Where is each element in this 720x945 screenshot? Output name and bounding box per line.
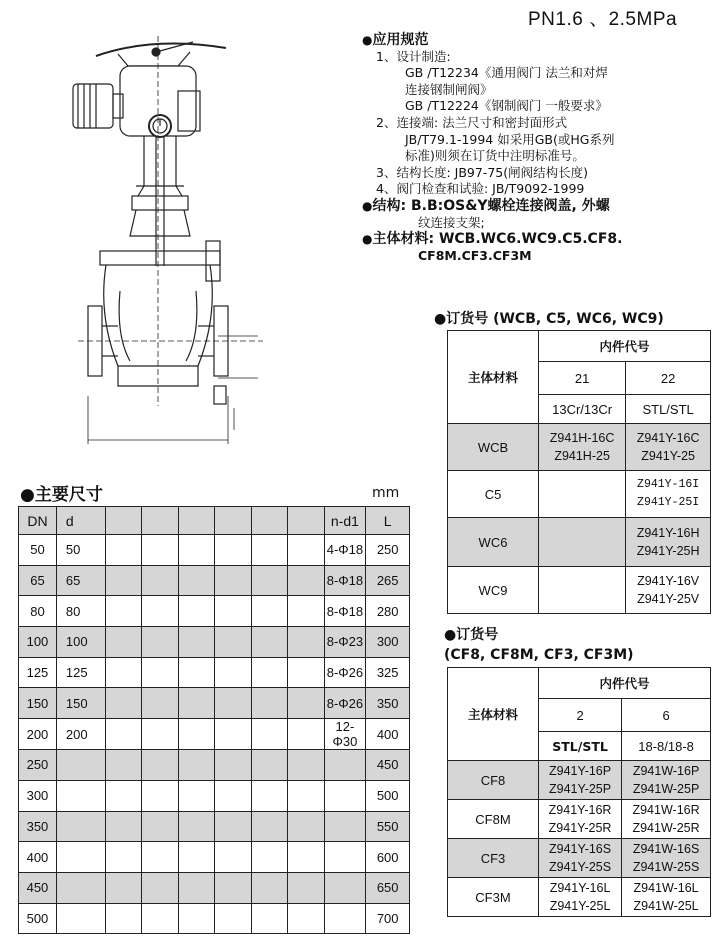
dims-cell-empty <box>178 842 214 873</box>
table-row <box>19 596 410 627</box>
order1-material: WC6 <box>448 518 539 567</box>
bullet-icon: ● <box>362 232 373 247</box>
dims-cell-empty <box>288 719 324 750</box>
material-text: 主体材料: WCB.WC6.WC9.C5.CF8. <box>372 231 623 248</box>
dims-cell-empty <box>105 872 141 903</box>
dims-header-l: L <box>366 507 410 535</box>
spec-section-title: 应用规范 <box>372 32 429 48</box>
dims-cell-empty <box>251 903 287 934</box>
dims-cell-empty <box>178 627 214 658</box>
dims-cell-empty <box>251 688 287 719</box>
table-row <box>19 811 410 842</box>
order1-code-cell: Z941Y-16V Z941Y-25V <box>626 567 711 614</box>
dims-cell-nd1 <box>324 750 366 781</box>
order2-trim-header: 内件代号 <box>539 668 711 699</box>
dims-cell-empty <box>215 780 251 811</box>
order2-material: CF8M <box>448 800 539 839</box>
dims-cell-dn: 200 <box>19 719 57 750</box>
order2-code-cell: Z941W-16R Z941W-25R <box>622 800 711 839</box>
spec-item1-std2: GB /T12224《钢制阀门 一般要求》 <box>405 98 608 114</box>
dims-cell-d <box>56 903 105 934</box>
dims-cell-d <box>56 780 105 811</box>
dims-cell-empty <box>288 627 324 658</box>
dims-cell-empty <box>215 750 251 781</box>
dims-cell-l: 400 <box>366 719 410 750</box>
dims-cell-empty <box>215 627 251 658</box>
dims-header-empty <box>105 507 141 535</box>
dims-header-empty <box>288 507 324 535</box>
dims-cell-empty <box>142 627 178 658</box>
order2-code-cell: Z941W-16S Z941W-25S <box>622 839 711 878</box>
dims-cell-empty <box>105 903 141 934</box>
dims-cell-empty <box>251 565 287 596</box>
dims-cell-l: 600 <box>366 842 410 873</box>
structure-text: 结构: B.B:OS&Y螺栓连接阀盖, 外螺 <box>372 197 610 214</box>
dims-cell-empty <box>105 811 141 842</box>
order2-material: CF3M <box>448 878 539 917</box>
spec-item2-line2: JB/T79.1-1994 如采用GB(或HG系列 <box>405 131 615 147</box>
dims-cell-empty <box>178 780 214 811</box>
dims-header-empty <box>178 507 214 535</box>
dims-cell-empty <box>288 780 324 811</box>
dims-cell-empty <box>288 872 324 903</box>
order1-trim-desc: 13Cr/13Cr <box>539 395 626 424</box>
dims-cell-empty <box>288 903 324 934</box>
dims-cell-empty <box>178 596 214 627</box>
order1-title: ●订货号 (WCB, C5, WC6, WC9) <box>434 311 664 327</box>
dims-cell-empty <box>105 535 141 566</box>
dims-cell-empty <box>105 688 141 719</box>
dims-table <box>18 506 410 934</box>
dims-cell-dn: 400 <box>19 842 57 873</box>
order1-code-cell <box>539 567 626 614</box>
structure-text-line2: 纹连接支架; <box>418 214 485 230</box>
dims-cell-empty <box>142 535 178 566</box>
spec-item1-std1: GB /T12234《通用阀门 法兰和对焊 <box>405 65 608 81</box>
dims-cell-d: 65 <box>56 565 105 596</box>
dims-cell-empty <box>251 535 287 566</box>
pressure-rating: PN1.6 、2.5MPa <box>528 9 678 30</box>
order2-code-cell: Z941W-16P Z941W-25P <box>622 761 711 800</box>
dims-cell-empty <box>251 842 287 873</box>
dims-cell-empty <box>215 842 251 873</box>
spec-item3: 3、结构长度: JB97-75(闸阀结构长度) <box>376 164 588 180</box>
dims-cell-empty <box>105 565 141 596</box>
dims-cell-empty <box>142 903 178 934</box>
table-row <box>19 719 410 750</box>
dims-cell-empty <box>142 657 178 688</box>
dims-cell-d: 150 <box>56 688 105 719</box>
order1-trim-code: 22 <box>626 362 711 395</box>
dims-header-dn: DN <box>19 507 57 535</box>
dims-cell-empty <box>251 811 287 842</box>
order2-code-cell: Z941W-16L Z941W-25L <box>622 878 711 917</box>
dims-cell-l: 250 <box>366 535 410 566</box>
order1-code-cell <box>539 518 626 567</box>
dims-cell-empty <box>251 627 287 658</box>
dims-unit: mm <box>372 485 400 501</box>
dims-header-row <box>19 507 410 535</box>
order2-material-header: 主体材料 <box>448 668 539 761</box>
dims-cell-l: 265 <box>366 565 410 596</box>
dims-cell-empty <box>215 535 251 566</box>
dims-cell-dn: 125 <box>19 657 57 688</box>
dims-cell-d: 100 <box>56 627 105 658</box>
dims-cell-d <box>56 872 105 903</box>
table-row <box>19 688 410 719</box>
order2-trim-code: 2 <box>539 699 622 732</box>
bullet-icon: ● <box>434 311 447 327</box>
table-row <box>19 842 410 873</box>
dims-cell-nd1: 8-Φ26 <box>324 657 366 688</box>
dims-cell-empty <box>105 627 141 658</box>
order1-code-cell: Z941Y-16C Z941Y-25 <box>626 424 711 471</box>
dims-cell-empty <box>178 872 214 903</box>
gate-valve-drawing <box>58 36 298 446</box>
dims-cell-empty <box>142 872 178 903</box>
dims-cell-empty <box>105 657 141 688</box>
dims-cell-nd1 <box>324 842 366 873</box>
dims-cell-l: 700 <box>366 903 410 934</box>
table-row <box>19 872 410 903</box>
bullet-icon: ● <box>362 198 373 213</box>
dims-cell-empty <box>215 565 251 596</box>
bullet-icon: ● <box>20 485 35 505</box>
table-row <box>19 535 410 566</box>
dims-cell-empty <box>215 811 251 842</box>
dims-cell-d: 80 <box>56 596 105 627</box>
dims-cell-dn: 65 <box>19 565 57 596</box>
dims-cell-d: 200 <box>56 719 105 750</box>
order2-trim-desc: 18-8/18-8 <box>622 732 711 761</box>
dims-title: ●主要尺寸 <box>20 485 103 505</box>
order2-code-cell: Z941Y-16L Z941Y-25L <box>539 878 622 917</box>
dims-cell-empty <box>288 535 324 566</box>
dims-cell-l: 300 <box>366 627 410 658</box>
dims-header-empty <box>142 507 178 535</box>
dims-cell-empty <box>142 780 178 811</box>
spec-item1-std1b: 连接钢制闸阀》 <box>405 81 493 97</box>
dims-cell-nd1: 8-Φ26 <box>324 688 366 719</box>
dims-header-empty <box>215 507 251 535</box>
dims-cell-l: 650 <box>366 872 410 903</box>
dims-cell-nd1: 8-Φ18 <box>324 565 366 596</box>
dims-cell-empty <box>142 750 178 781</box>
dims-cell-empty <box>215 872 251 903</box>
dims-cell-dn: 500 <box>19 903 57 934</box>
dims-cell-empty <box>251 872 287 903</box>
dims-header-empty <box>251 507 287 535</box>
dims-cell-empty <box>251 657 287 688</box>
dims-cell-nd1 <box>324 903 366 934</box>
dims-cell-empty <box>142 596 178 627</box>
dims-cell-empty <box>288 688 324 719</box>
dims-cell-dn: 300 <box>19 780 57 811</box>
dims-cell-empty <box>288 811 324 842</box>
table-row <box>19 657 410 688</box>
order1-code-cell: Z941H-16C Z941H-25 <box>539 424 626 471</box>
dims-cell-d: 125 <box>56 657 105 688</box>
order2-code-cell: Z941Y-16P Z941Y-25P <box>539 761 622 800</box>
dims-cell-empty <box>251 750 287 781</box>
order1-material: WC9 <box>448 567 539 614</box>
dims-cell-dn: 450 <box>19 872 57 903</box>
dims-header-nd1: n-d1 <box>324 507 366 535</box>
bullet-icon: ● <box>362 33 373 47</box>
order1-material: C5 <box>448 471 539 518</box>
dims-header-d: d <box>56 507 105 535</box>
dims-cell-dn: 50 <box>19 535 57 566</box>
dims-cell-nd1: 4-Φ18 <box>324 535 366 566</box>
dims-cell-dn: 80 <box>19 596 57 627</box>
dims-cell-empty <box>178 903 214 934</box>
dims-cell-nd1: 12-Φ30 <box>324 719 366 750</box>
spec-item1: 1、设计制造: <box>376 48 451 64</box>
dims-cell-d: 50 <box>56 535 105 566</box>
spec-item4: 4、阀门检查和试验: JB/T9092-1999 <box>376 181 585 197</box>
order1-material: WCB <box>448 424 539 471</box>
dims-cell-empty <box>178 535 214 566</box>
order2-trim-desc: STL/STL <box>539 732 622 761</box>
dims-cell-empty <box>105 780 141 811</box>
dims-cell-empty <box>251 596 287 627</box>
table-row <box>19 780 410 811</box>
dims-cell-nd1: 8-Φ23 <box>324 627 366 658</box>
dims-cell-d <box>56 811 105 842</box>
order1-code-cell: Z941Y-16I Z941Y-25I <box>626 471 711 518</box>
table-row <box>19 627 410 658</box>
dims-cell-l: 325 <box>366 657 410 688</box>
dims-cell-l: 350 <box>366 688 410 719</box>
dims-cell-l: 500 <box>366 780 410 811</box>
dims-cell-empty <box>215 596 251 627</box>
dims-cell-empty <box>215 688 251 719</box>
dims-cell-empty <box>215 657 251 688</box>
dims-cell-empty <box>251 780 287 811</box>
order2-code-cell: Z941Y-16R Z941Y-25R <box>539 800 622 839</box>
order1-trim-code: 21 <box>539 362 626 395</box>
order1-trim-header: 内件代号 <box>539 331 711 362</box>
dims-cell-empty <box>142 719 178 750</box>
dims-cell-nd1 <box>324 872 366 903</box>
dims-cell-empty <box>105 596 141 627</box>
dims-cell-empty <box>178 657 214 688</box>
dims-cell-empty <box>215 719 251 750</box>
table-row <box>19 750 410 781</box>
order1-table <box>447 330 711 614</box>
material-text-line2: CF8M.CF3.CF3M <box>418 247 532 263</box>
dims-cell-empty <box>178 688 214 719</box>
dims-cell-empty <box>142 565 178 596</box>
dims-cell-d <box>56 750 105 781</box>
bullet-icon: ● <box>444 627 457 643</box>
order2-title: ●订货号 (CF8, CF8M, CF3, CF3M) <box>444 627 634 663</box>
dims-cell-dn: 250 <box>19 750 57 781</box>
dims-cell-empty <box>178 719 214 750</box>
order2-table <box>447 667 711 917</box>
dims-cell-empty <box>288 596 324 627</box>
order2-material: CF3 <box>448 839 539 878</box>
dims-cell-empty <box>288 657 324 688</box>
dims-cell-empty <box>178 750 214 781</box>
dims-cell-empty <box>178 811 214 842</box>
dims-cell-d <box>56 842 105 873</box>
dims-cell-empty <box>288 842 324 873</box>
dims-cell-empty <box>142 811 178 842</box>
dims-cell-dn: 350 <box>19 811 57 842</box>
dims-cell-empty <box>288 565 324 596</box>
dims-cell-nd1 <box>324 811 366 842</box>
dims-cell-empty <box>142 842 178 873</box>
order1-material-header: 主体材料 <box>448 331 539 424</box>
dims-cell-empty <box>105 719 141 750</box>
spec-item2-line3: 标准)则须在订货中注明标准号。 <box>405 148 585 164</box>
dims-cell-empty <box>142 688 178 719</box>
dims-cell-empty <box>178 565 214 596</box>
order1-code-cell <box>539 471 626 518</box>
dims-cell-l: 550 <box>366 811 410 842</box>
dims-cell-empty <box>251 719 287 750</box>
order1-code-cell: Z941Y-16H Z941Y-25H <box>626 518 711 567</box>
dims-cell-empty <box>105 842 141 873</box>
dims-cell-empty <box>215 903 251 934</box>
dims-cell-nd1 <box>324 780 366 811</box>
spec-item2: 2、连接端: 法兰尺寸和密封面形式 <box>376 114 568 130</box>
dims-cell-empty <box>288 750 324 781</box>
dims-cell-empty <box>105 750 141 781</box>
table-row <box>19 903 410 934</box>
dims-cell-l: 280 <box>366 596 410 627</box>
order2-material: CF8 <box>448 761 539 800</box>
dims-cell-dn: 150 <box>19 688 57 719</box>
dims-cell-dn: 100 <box>19 627 57 658</box>
specification-block <box>362 32 712 264</box>
table-row <box>19 565 410 596</box>
dims-cell-nd1: 8-Φ18 <box>324 596 366 627</box>
dims-cell-l: 450 <box>366 750 410 781</box>
order2-trim-code: 6 <box>622 699 711 732</box>
order1-trim-desc: STL/STL <box>626 395 711 424</box>
order2-code-cell: Z941Y-16S Z941Y-25S <box>539 839 622 878</box>
